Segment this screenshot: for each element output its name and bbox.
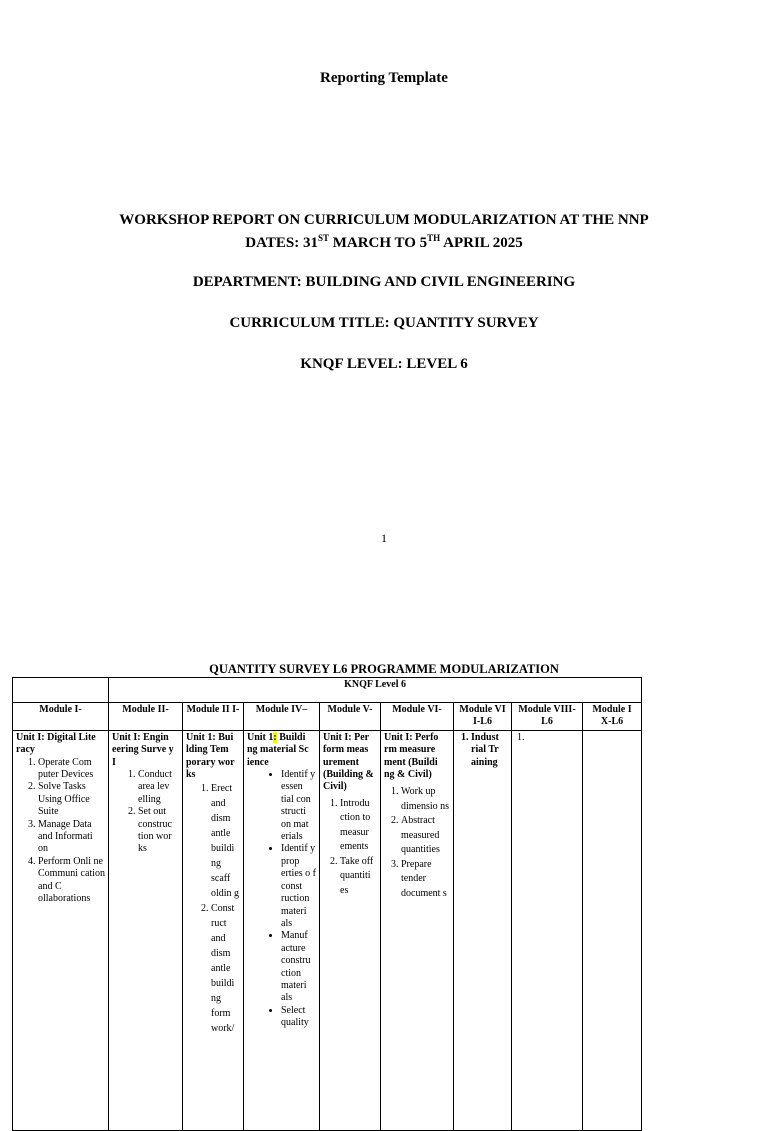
unit-title: Unit I: Digital Lite racy (16, 731, 96, 756)
module-4-cell (244, 730, 320, 1130)
list-item: 2. Solve Tasks Using Office Suite (38, 781, 105, 818)
department: DEPARTMENT: BUILDING AND CIVIL ENGINEERING (192, 274, 576, 290)
module-header: Module II I- (183, 703, 244, 731)
list-item: 3. Prepare tender document s (401, 858, 450, 902)
module-1-cell (13, 730, 109, 1130)
list-item: 2. Const ruct and dism antle buildi ng form work/ (211, 901, 240, 1036)
list-item: 2. Take off quantiti es (340, 855, 377, 899)
module-header: Module VIII- L6 (512, 703, 583, 731)
list-item: 2. Set out construc tion wor ks (138, 806, 179, 856)
list-item: 1. Introdu ction to measur ements (340, 797, 377, 855)
list-item: 3. Manage Data and Informati on (38, 819, 105, 856)
list-marker: 1. (517, 731, 525, 743)
unit-title: Unit I: Engin eering Surve y I (112, 731, 174, 768)
unit-title: Unit I: Perfo rm measure ment (Buildi ng & Civil) (384, 731, 439, 781)
list-item: 4. Perform Onli ne Communi cation and C ollaborations (38, 856, 105, 906)
list-item: 1. Erect and dism antle buildi ng scaff oldin g (211, 781, 240, 901)
module-6-cell (381, 730, 454, 1130)
page-heading: Reporting Template (320, 70, 448, 86)
list-item: 1. Indust rial Tr aining (471, 732, 508, 769)
module-header: Module VI- (381, 703, 454, 731)
module-header: Module I- (13, 703, 109, 731)
report-dates: DATES: 31ST MARCH TO 5TH APRIL 2025 (245, 233, 523, 251)
module-header: Module V- (320, 703, 381, 731)
list-item: 2. Abstract measured quantities (401, 814, 450, 858)
unit-title: Unit 1: Buildi ng material Sc ience (247, 731, 309, 768)
list-item: 1. Conduct area lev elling (138, 769, 179, 806)
module-2-cell (109, 730, 183, 1130)
module-5-cell (320, 730, 381, 1130)
table-title: QUANTITY SURVEY L6 PROGRAMME MODULARIZATION (209, 662, 559, 676)
modularization-table (12, 677, 642, 1131)
page-number: 1 (381, 531, 387, 545)
module-8-cell (512, 730, 583, 1130)
knqf-header: KNQF Level 6 (109, 678, 642, 703)
module-7-cell (454, 730, 512, 1130)
list-item: • Identif y prop erties o f const ruction materi als (281, 843, 316, 930)
list-item: • Manuf acture constru ction materi als (281, 930, 316, 1004)
highlight-mark: : (273, 731, 277, 743)
module-header: Module II- (109, 703, 183, 731)
module-header: Module I X-L6 (583, 703, 642, 731)
unit-title: Unit I: Per form meas urement (Building & Civil) (323, 731, 374, 793)
module-9-cell (583, 730, 642, 1130)
list-item: • Identif y essen tial con structi on mat erials (281, 769, 316, 843)
knqf-level: KNQF LEVEL: LEVEL 6 (300, 356, 468, 372)
module-header: Module VI I-L6 (454, 703, 512, 731)
list-item: • Select quality (281, 1005, 316, 1030)
report-title: WORKSHOP REPORT ON CURRICULUM MODULARIZATION AT THE NNP (119, 212, 649, 228)
module-3-cell (183, 730, 244, 1130)
list-item: 1. Work up dimensio ns (401, 785, 450, 814)
list-item: 1. Operate Com puter Devices (38, 757, 105, 782)
module-header: Module IV– (244, 703, 320, 731)
table-corner-cell (13, 678, 109, 703)
curriculum-title: CURRICULUM TITLE: QUANTITY SURVEY (229, 315, 539, 331)
unit-title: Unit 1: Bui lding Tem porary wor ks (186, 731, 235, 781)
